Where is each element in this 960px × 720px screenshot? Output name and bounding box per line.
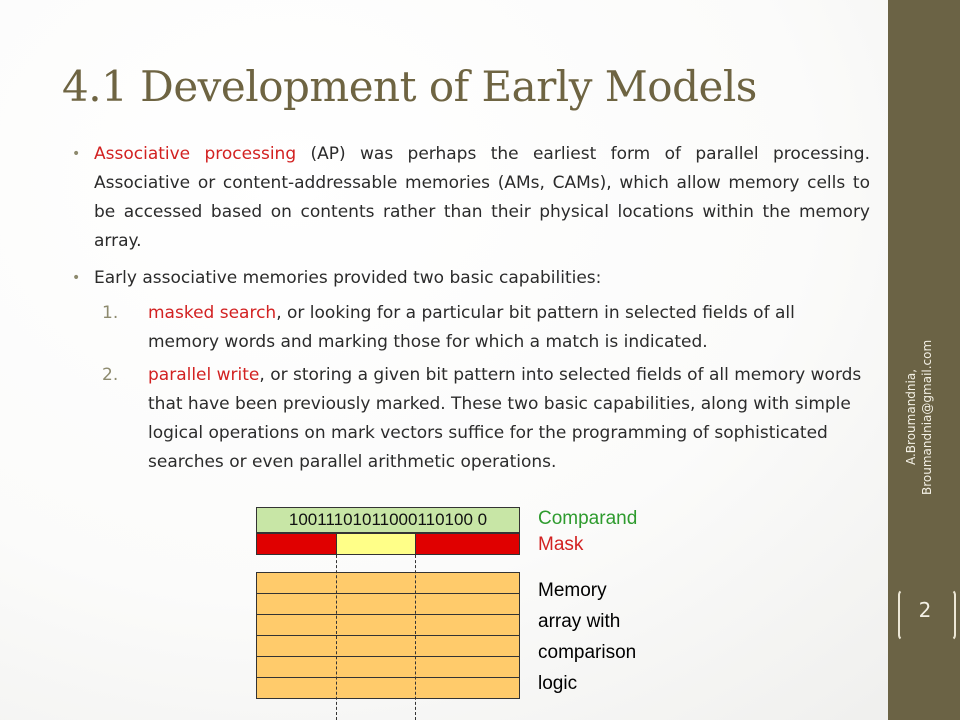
item-number: 2. <box>102 365 119 385</box>
mask-segment-right <box>415 533 520 555</box>
memory-word <box>256 572 520 594</box>
mask-label: Mask <box>538 534 584 555</box>
bullet-item <box>72 264 870 293</box>
bullet-item <box>72 140 870 256</box>
memory-word <box>256 614 520 636</box>
cam-diagram <box>256 505 676 720</box>
mask-segment-selected <box>336 533 416 555</box>
bullet-highlight: Associative processing <box>94 144 297 164</box>
memory-label-line: Memory <box>538 580 607 601</box>
slide-body <box>72 140 870 481</box>
item-highlight: parallel write <box>148 365 260 385</box>
memory-word <box>256 635 520 657</box>
bullet-text: Early associative memories provided two basic capabilities: <box>94 268 602 288</box>
item-number: 1. <box>102 303 119 323</box>
bullet-icon: • <box>72 270 81 286</box>
numbered-item <box>72 299 870 357</box>
memory-label-line: logic <box>538 673 578 694</box>
comparand-register: 10011101011000110100 0 <box>256 507 520 533</box>
page-number: 2 <box>918 598 932 622</box>
item-text: , or storing a given bit pattern into selected fields of all memory words that have been previously marked. These two basic capabilities, along with simple logical operations on mark vectors suffice for the programming of sophisticated searches or even parallel arithmetic operations. <box>148 365 862 472</box>
memory-label-line: comparison <box>538 642 637 663</box>
field-boundary-right <box>415 555 416 720</box>
memory-label-line: array with <box>538 611 621 632</box>
author-credit: A.Broumandnia, Broumandnia@gmail.com <box>904 339 934 495</box>
mask-segment-left <box>256 533 337 555</box>
comparand-label: Comparand <box>538 508 638 529</box>
item-highlight: masked search <box>148 303 277 323</box>
slide-title: 4.1 Development of Early Models <box>62 62 757 111</box>
bullet-text: (AP) was perhaps the earliest form of parallel processing. Associative or content-addressable memories (AMs, CAMs), which allow memory cells to be accessed based on contents rather than their physical locations within the memory array. <box>94 144 870 251</box>
item-text: , or looking for a particular bit pattern in selected fields of all memory words and marking those for which a match is indicated. <box>148 303 795 352</box>
memory-word <box>256 677 520 699</box>
field-boundary-left <box>336 555 337 720</box>
memory-word <box>256 656 520 678</box>
numbered-item <box>72 361 870 477</box>
bullet-icon: • <box>72 146 81 162</box>
memory-word <box>256 593 520 615</box>
